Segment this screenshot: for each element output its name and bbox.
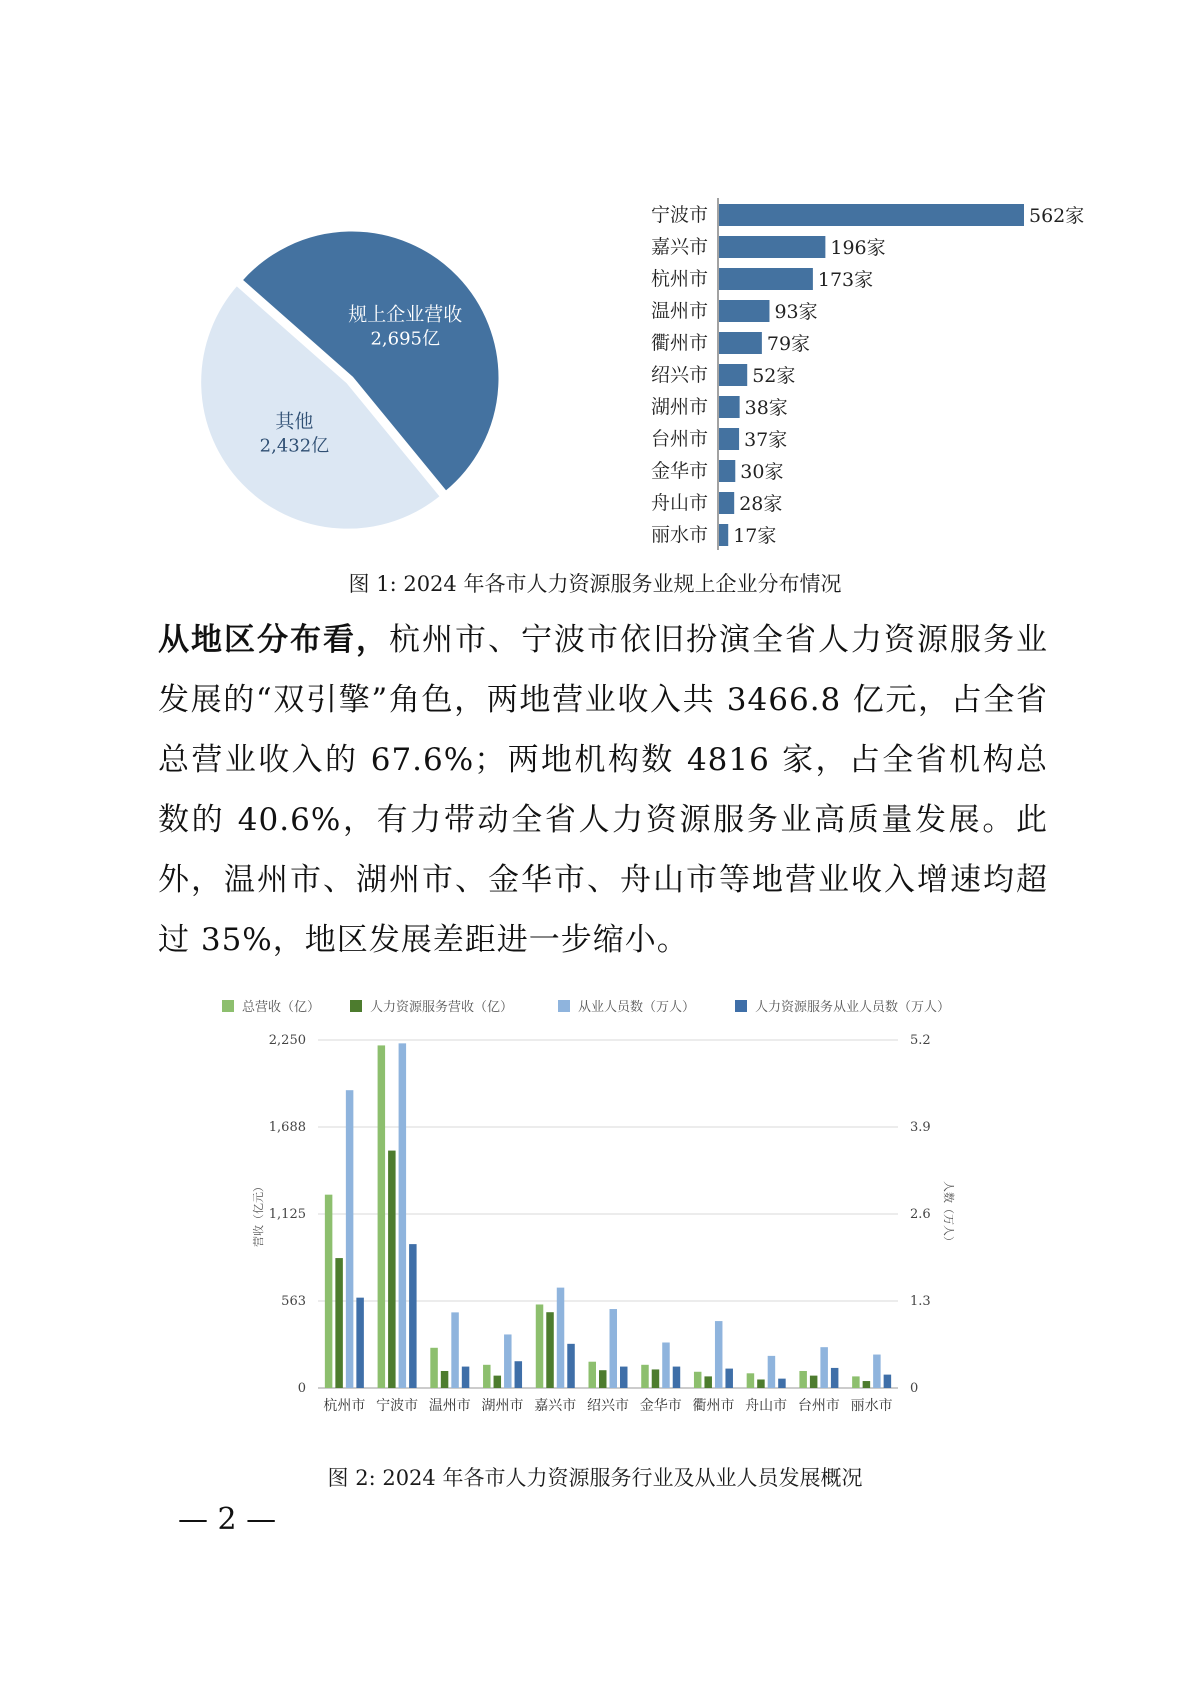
bar-value-label: 52家 [752,365,796,387]
body-paragraph [158,610,1048,970]
chart-bar [778,1379,786,1388]
chart-bar [409,1244,417,1388]
figure-1 [0,0,1190,560]
chart-bar [599,1370,607,1388]
chart-bar [430,1348,438,1388]
chart-bar [483,1365,491,1388]
legend-swatch [558,1000,570,1012]
x-category-label: 丽水市 [850,1398,893,1414]
chart-bar [451,1312,459,1388]
enterprise-bar [719,204,1024,226]
chart-bar [747,1373,755,1388]
bar-value-label: 28家 [739,493,783,515]
bar-category-label: 嘉兴市 [650,236,708,258]
chart-bar [515,1361,523,1388]
chart-bar [462,1367,470,1388]
enterprise-bar [719,460,735,482]
bar-value-label: 38家 [744,397,788,419]
enterprise-bar [719,396,740,418]
legend-label: 从业人员数（万人） [578,1000,696,1015]
chart-bar [546,1312,554,1388]
pie-slice-value: 2,695亿 [370,328,441,350]
legend-swatch [350,1000,362,1012]
figure-2 [0,980,1190,1450]
bar-value-label: 79家 [766,333,811,355]
y-left-tick-label: 2,250 [268,1033,306,1048]
paragraph-lead: 从地区分布看， [158,622,389,658]
pie-slice-label: 规上企业营收 [348,303,463,326]
x-category-label: 台州市 [797,1398,840,1414]
bar-category-label: 湖州市 [650,396,708,418]
bar-value-label: 30家 [740,461,784,483]
y-right-tick-label: 5.2 [910,1033,931,1048]
bar-value-label: 196家 [830,237,886,259]
enterprise-bar [719,300,769,322]
chart-bar [641,1365,649,1388]
x-category-label: 舟山市 [745,1398,788,1414]
legend-label: 人力资源服务营收（亿） [370,1000,514,1015]
chart-bar [725,1369,733,1388]
chart-bar [673,1367,681,1388]
chart-bar [884,1375,892,1388]
bar-value-label: 93家 [774,301,818,323]
chart-bar [504,1334,512,1388]
paragraph-text: 杭州市、宁波市依旧扮演全省人力资源服务业发展的“双引擎”角色，两地营业收入共 3466.8 亿元，占全省总营业收入的 67.6%；两地机构数 4816 家，占全省机构总数的 40.6%，有力带动全省人力资源服务业高质量发展。此外，温州市、湖州市、金华市、舟山市等地营业收入增速均超过 35%，地区发展差距进一步缩小。 [158,622,1048,958]
y-left-tick-label: 1,688 [268,1120,306,1135]
x-category-label: 温州市 [428,1398,471,1414]
y-right-axis-title: 人数（万人） [942,1181,955,1247]
bar-category-label: 温州市 [650,300,708,322]
legend-label: 总营收（亿） [242,1000,321,1015]
bar-value-label: 173家 [817,269,874,291]
bar-value-label: 562家 [1029,205,1085,227]
bar-category-label: 衢州市 [650,332,708,354]
bar-category-label: 丽水市 [650,524,708,546]
chart-bar [852,1376,860,1388]
chart-bar [715,1321,723,1388]
bar-category-label: 绍兴市 [650,364,708,386]
y-left-tick-label: 0 [297,1381,306,1396]
legend-label: 人力资源服务从业人员数（万人） [755,1000,951,1015]
chart-bar [863,1381,871,1388]
chart-bar [820,1347,828,1388]
enterprise-bar [719,428,739,450]
figure-2-caption: 图 2: 2024 年各市人力资源服务行业及从业人员发展概况 [327,1466,863,1490]
chart-bar [557,1288,565,1388]
bar-value-label: 17家 [733,525,777,547]
chart-bar [399,1043,407,1388]
chart-bar [441,1371,449,1388]
legend-swatch [735,1000,747,1012]
enterprise-bar [719,492,734,514]
enterprise-bar [719,364,747,386]
x-category-label: 绍兴市 [587,1398,629,1414]
y-left-axis-title: 营收（亿元） [252,1181,265,1247]
chart-bar [536,1304,544,1388]
chart-bar [589,1362,597,1388]
x-category-label: 杭州市 [323,1398,366,1414]
y-right-tick-label: 2.6 [910,1207,931,1222]
chart-bar [335,1258,343,1388]
pie-slice-label: 其他 [275,410,314,433]
enterprise-count-bar-chart [651,198,1084,550]
chart-bar [494,1376,502,1388]
bar-category-label: 台州市 [650,428,708,450]
y-left-tick-label: 563 [281,1294,306,1309]
enterprise-bar [719,332,762,354]
chart-bar [873,1355,881,1388]
y-right-tick-label: 1.3 [910,1294,931,1309]
chart-bar [567,1344,575,1388]
x-category-label: 衢州市 [692,1398,735,1414]
chart-bar [799,1371,807,1388]
chart-bar [356,1298,364,1388]
chart-bar [652,1369,660,1388]
chart-bar [662,1342,670,1388]
y-right-tick-label: 0 [910,1381,919,1396]
chart-bar [704,1376,712,1388]
chart-bar [388,1151,396,1388]
chart-bar [610,1309,618,1388]
y-right-tick-label: 3.9 [910,1120,931,1135]
enterprise-bar [719,268,813,290]
chart-bar [757,1379,765,1388]
chart-bar [620,1367,628,1388]
x-category-label: 湖州市 [481,1398,524,1414]
chart-bar [346,1090,354,1388]
pie-slice-value: 2,432亿 [259,435,330,457]
bar-category-label: 金华市 [650,460,708,482]
x-category-label: 嘉兴市 [534,1398,577,1414]
page-number: — 2 — [178,1502,277,1537]
enterprise-bar [719,236,825,258]
bar-value-label: 37家 [744,429,788,451]
x-category-label: 宁波市 [376,1398,419,1414]
enterprise-bar [719,524,728,546]
chart-bar [831,1368,839,1388]
chart-bar [768,1356,776,1388]
bar-category-label: 宁波市 [650,204,708,226]
bar-category-label: 舟山市 [650,492,708,514]
pie-chart [200,230,500,530]
chart-bar [378,1045,386,1388]
chart-bar [325,1195,333,1388]
figure-1-caption: 图 1: 2024 年各市人力资源服务业规上企业分布情况 [348,572,842,596]
bar-category-label: 杭州市 [650,268,708,290]
chart-bar [694,1372,702,1388]
x-category-label: 金华市 [639,1398,682,1414]
y-left-tick-label: 1,125 [268,1207,306,1222]
chart-bar [810,1376,818,1388]
legend-swatch [222,1000,234,1012]
